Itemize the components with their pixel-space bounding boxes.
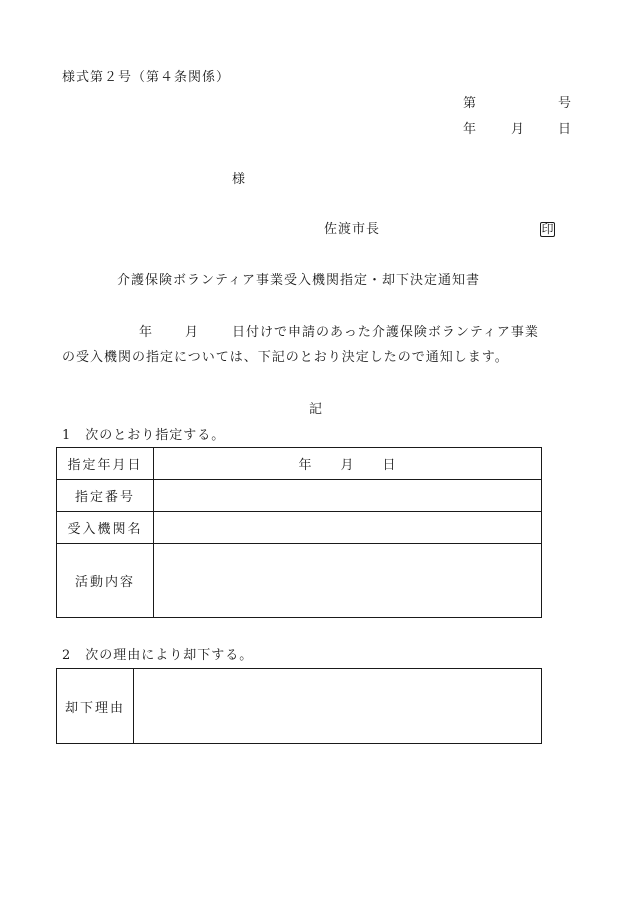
- designation-table: [56, 447, 542, 618]
- doc-number-prefix: 第: [463, 96, 478, 111]
- date-month-label: 月: [511, 122, 526, 137]
- section1-heading: 1 次のとおり指定する。: [62, 428, 226, 443]
- issuer-title: 佐渡市長: [324, 222, 381, 237]
- designation-number-label: 指定番号: [57, 480, 154, 512]
- host-institution-name-field[interactable]: [154, 512, 542, 544]
- section2-heading: 2 次の理由により却下する。: [62, 648, 254, 663]
- table-row: [57, 480, 542, 512]
- host-institution-name-label: 受入機関名: [57, 512, 154, 544]
- activity-content-field[interactable]: [154, 544, 542, 618]
- form-number: 様式第２号（第４条関係）: [62, 70, 231, 85]
- rejection-reason-field[interactable]: [134, 669, 542, 744]
- designation-date-field[interactable]: 年 月 日: [154, 448, 542, 480]
- table-row: [57, 544, 542, 618]
- body-month-label: 月: [185, 325, 200, 340]
- body-line1: 日付けで申請のあった介護保険ボランティア事業: [232, 325, 539, 340]
- designation-number-field[interactable]: [154, 480, 542, 512]
- addressee-suffix: 様: [232, 172, 247, 187]
- activity-content-label: 活動内容: [57, 544, 154, 618]
- document-title: 介護保険ボランティア事業受入機関指定・却下決定通知書: [117, 273, 480, 288]
- rejection-reason-label: 却下理由: [57, 669, 134, 744]
- date-year-label: 年: [463, 122, 478, 137]
- body-year-label: 年: [139, 325, 154, 340]
- table-row: [57, 448, 542, 480]
- seal-icon: 印: [541, 222, 554, 236]
- table-row: [57, 669, 542, 744]
- rejection-table: [56, 668, 542, 744]
- table-row: [57, 512, 542, 544]
- designation-date-label: 指定年月日: [57, 448, 154, 480]
- ki-heading: 記: [309, 402, 324, 417]
- seal-mark: [540, 222, 555, 238]
- body-line2: の受入機関の指定については、下記のとおり決定したので通知します。: [62, 350, 509, 365]
- doc-number-suffix: 号: [558, 96, 573, 111]
- date-day-label: 日: [558, 122, 573, 137]
